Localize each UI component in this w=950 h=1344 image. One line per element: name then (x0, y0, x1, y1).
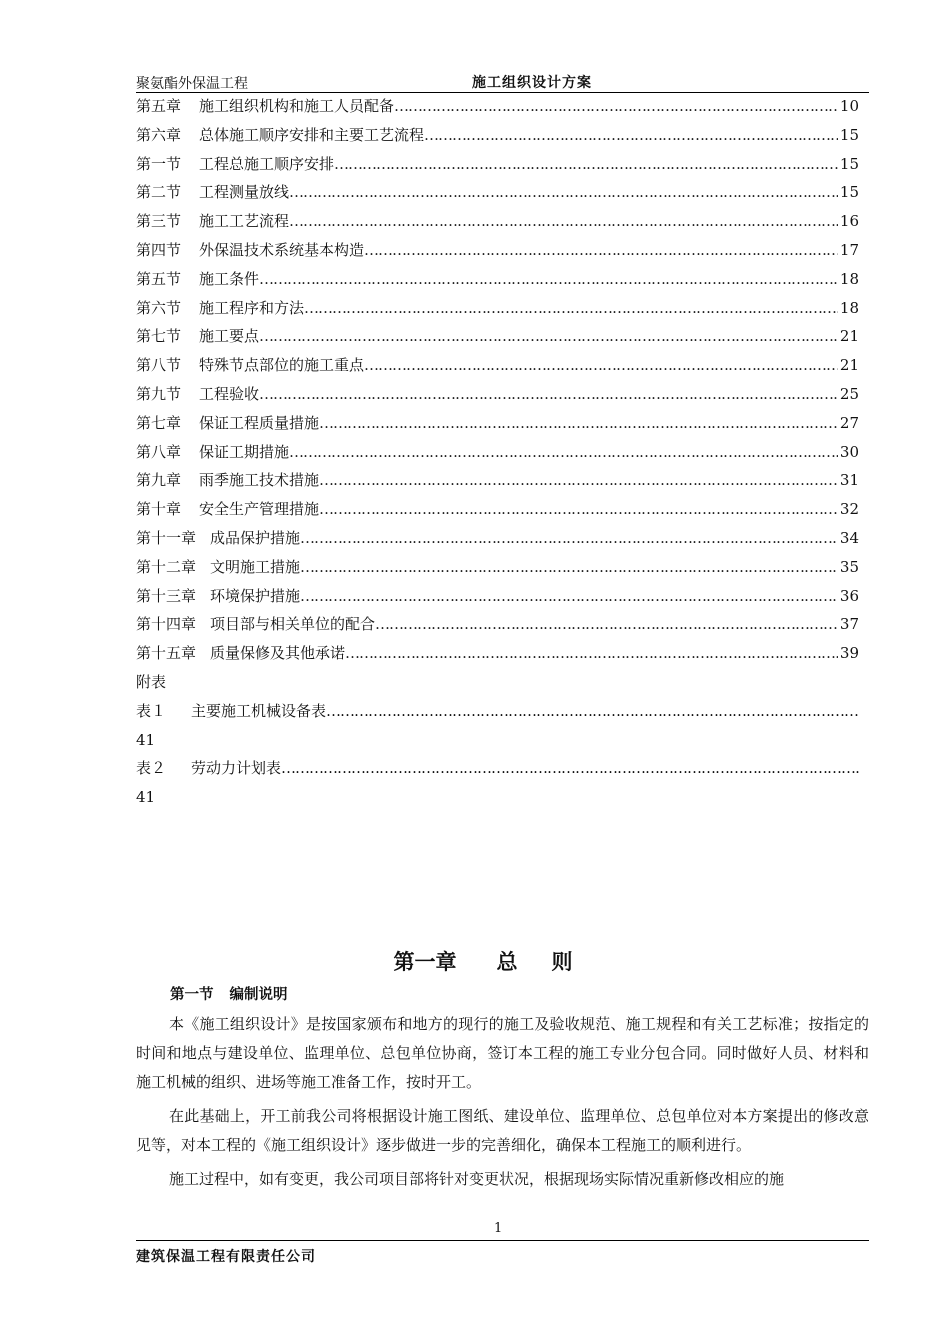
toc-entry-label: 第十三章 (136, 586, 197, 605)
toc-entry-page: 35 (839, 557, 859, 576)
toc-entry-page: 18 (839, 269, 859, 288)
toc-entry-label: 第七节 (136, 327, 182, 346)
page-header (136, 71, 868, 93)
toc-entry (136, 466, 859, 495)
toc-leader-dots (259, 265, 838, 294)
toc-entry-label: 第四节 (136, 240, 182, 259)
toc-entry-page: 39 (839, 644, 859, 663)
footer-divider (136, 1240, 869, 1241)
toc-leader-dots (289, 438, 838, 467)
toc-leader-dots (319, 466, 838, 495)
toc-entry-title: 外保温技术系统基本构造 (199, 240, 365, 259)
toc-entry (136, 150, 859, 179)
toc-entry-page: 30 (839, 442, 859, 461)
toc-leader-dots (345, 639, 838, 668)
toc-leader-dots (300, 553, 838, 582)
toc-entry-title: 施工条件 (199, 269, 260, 288)
toc-leader-dots (259, 322, 838, 351)
toc-entry-page: 15 (839, 183, 859, 202)
toc-leader-dots (259, 380, 838, 409)
toc-entry-label: 第五章 (136, 97, 182, 115)
toc-entry-label: 第三节 (136, 212, 182, 231)
toc-entry (136, 351, 859, 380)
toc-entry-page: 18 (839, 298, 859, 317)
toc-entry (136, 409, 859, 438)
toc-entry-title: 总体施工顺序安排和主要工艺流程 (199, 125, 425, 144)
toc-entry-page: 36 (839, 586, 859, 605)
toc-entry-label: 第六节 (136, 298, 182, 317)
toc-entry (136, 294, 859, 323)
toc-entry (136, 322, 859, 351)
toc-entry-page: 17 (839, 240, 859, 259)
toc-entry-page: 10 (839, 97, 859, 115)
toc-entry-label: 第十四章 (136, 615, 197, 634)
toc-entry (136, 380, 859, 409)
toc-entry-page: 31 (839, 471, 859, 490)
paragraph: 在此基础上，开工前我公司将根据设计施工图纸、建设单位、监理单位、总包单位对本方案提出的修改意见等，对本工程的《施工组织设计》逐步做进一步的完善细化，确保本工程施工的顺利进行。 (136, 1107, 869, 1154)
header-document-title: 施工组织设计方案 (472, 75, 592, 91)
toc-entry (136, 495, 859, 524)
paragraph: 施工过程中，如有变更，我公司项目部将针对变更状况，根据现场实际情况重新修改相应的施 (169, 1170, 785, 1188)
paragraph: 本《施工组织设计》是按国家颁布和地方的现行的施工及验收规范、施工规程和有关工艺标准；按指定的时间和地点与建设单位、监理单位、总包单位协商，签订本工程的施工专业分包合同。同时做好人员、材料和施工机械的组织、进场等施工准备工作，按时开工。 (136, 1015, 869, 1091)
chapter-heading (0, 946, 950, 976)
page-number: 1 (494, 1221, 503, 1236)
toc-entry-title: 工程总施工顺序安排 (199, 154, 335, 173)
toc-entry-title: 施工工艺流程 (199, 212, 290, 231)
toc-entry-page: 21 (839, 356, 859, 375)
toc-entry-label: 第六章 (136, 125, 182, 144)
toc-leader-dots (375, 610, 838, 639)
footer-company-name: 建筑保温工程有限责任公司 (136, 1249, 316, 1265)
toc-leader-dots (319, 495, 838, 524)
toc-entry-label: 第十章 (136, 500, 182, 519)
toc-leader-dots (364, 236, 838, 265)
toc-entry-page: 32 (839, 500, 859, 519)
toc-entry-title: 雨季施工技术措施 (199, 471, 320, 490)
toc-entry-title: 保证工程质量措施 (199, 413, 320, 432)
toc-entry (136, 438, 859, 467)
toc-entry-title: 工程验收 (199, 384, 260, 403)
chapter-number: 第一章 (393, 950, 457, 974)
toc-leader-dots (394, 92, 838, 121)
toc-entry-label: 第七章 (136, 413, 182, 432)
toc-leader-dots (364, 351, 838, 380)
toc-entry-label: 第八节 (136, 356, 182, 375)
toc-entry-label: 第八章 (136, 442, 182, 461)
appendix-entry (136, 754, 859, 783)
toc-leader-dots (319, 409, 838, 438)
toc-entry-page: 25 (839, 384, 859, 403)
toc-leader-dots (281, 754, 859, 783)
toc-entry (136, 178, 859, 207)
toc-entry (136, 92, 859, 121)
toc-entry-title: 施工程序和方法 (199, 298, 305, 317)
toc-entry-title: 施工组织机构和施工人员配备 (199, 97, 395, 115)
toc-entry-title: 工程测量放线 (199, 183, 290, 202)
toc-leader-dots (304, 294, 838, 323)
toc-entry (136, 610, 859, 639)
toc-entry-title: 安全生产管理措施 (199, 500, 320, 519)
toc-entry (136, 582, 859, 611)
toc-entry-label: 第九节 (136, 384, 182, 403)
toc-entry-title: 文明施工措施 (210, 557, 301, 576)
toc-entry-title: 质量保修及其他承诺 (210, 644, 346, 663)
toc-entry-page: 15 (839, 125, 859, 144)
toc-entry (136, 236, 859, 265)
appendix-entry (136, 697, 859, 726)
appendix-entry-title: 劳动力计划表 (191, 759, 282, 778)
toc-entry-title: 项目部与相关单位的配合 (210, 615, 376, 634)
toc-entry-page: 27 (839, 413, 859, 432)
toc-entry-page: 21 (839, 327, 859, 346)
table-of-contents (136, 92, 859, 812)
toc-entry (136, 524, 859, 553)
toc-leader-dots (424, 121, 838, 150)
toc-entry (136, 265, 859, 294)
toc-entry-title: 保证工期措施 (199, 442, 290, 461)
toc-entry (136, 121, 859, 150)
section-name: 编制说明 (229, 987, 288, 1003)
toc-entry-page: 15 (839, 154, 859, 173)
appendix-entry-label: 表１ (136, 701, 167, 720)
toc-leader-dots (289, 207, 838, 236)
appendix-entry-title: 主要施工机械设备表 (191, 701, 327, 720)
section-number: 第一节 (170, 987, 214, 1003)
appendix-entry-label: 表２ (136, 759, 167, 778)
body-text (136, 1010, 869, 1194)
toc-entry-page: 16 (839, 212, 859, 231)
toc-entry (136, 639, 859, 668)
appendix-entry-page: 41 (136, 788, 156, 807)
toc-entry-label: 第十五章 (136, 644, 197, 663)
toc-leader-dots (300, 582, 838, 611)
section-heading (170, 983, 288, 1004)
toc-entry-page: 37 (839, 615, 859, 634)
toc-entry-title: 施工要点 (199, 327, 260, 346)
toc-entry-label: 第九章 (136, 471, 182, 490)
toc-entry-title: 特殊节点部位的施工重点 (199, 356, 365, 375)
header-project-name: 聚氨酯外保温工程 (136, 76, 248, 92)
toc-entry-title: 环境保护措施 (210, 586, 301, 605)
appendix-heading: 附表 (136, 672, 167, 691)
toc-leader-dots (334, 150, 838, 179)
chapter-name: 总则 (496, 950, 607, 974)
appendix-entry-page: 41 (136, 730, 156, 749)
toc-leader-dots (326, 697, 859, 726)
toc-entry-label: 第五节 (136, 269, 182, 288)
toc-entry (136, 553, 859, 582)
toc-entry-page: 34 (839, 528, 859, 547)
toc-leader-dots (289, 178, 838, 207)
toc-entry-label: 第十一章 (136, 528, 197, 547)
toc-entry (136, 207, 859, 236)
toc-entry-label: 第二节 (136, 183, 182, 202)
toc-entry-title: 成品保护措施 (210, 528, 301, 547)
toc-entry-label: 第一节 (136, 154, 182, 173)
toc-entry-label: 第十二章 (136, 557, 197, 576)
toc-leader-dots (300, 524, 838, 553)
